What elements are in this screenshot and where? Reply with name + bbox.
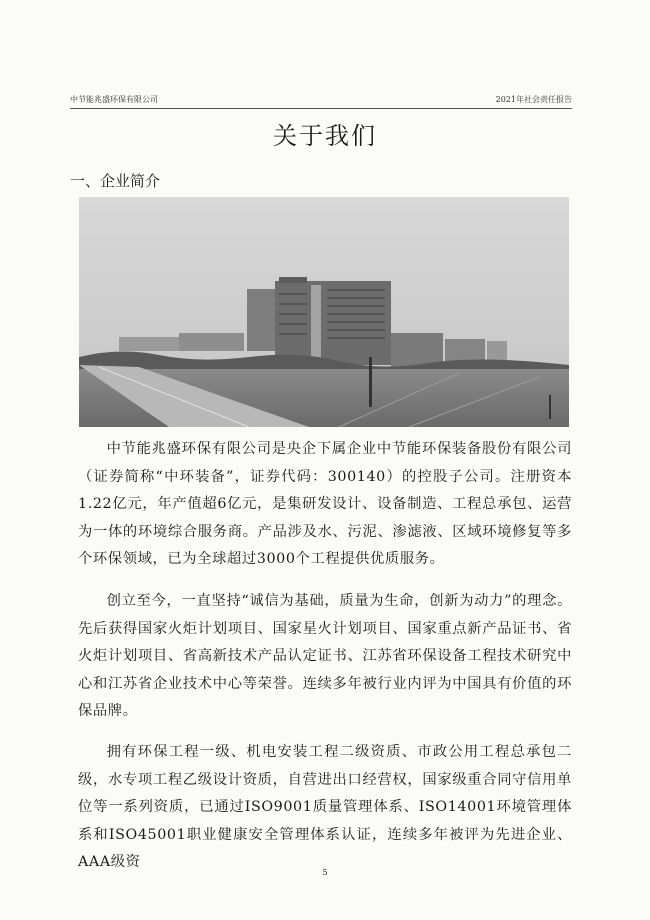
running-header [70, 94, 572, 108]
header-rule [70, 108, 572, 109]
paragraph-2 [78, 588, 572, 726]
paragraph-text: 创立至今，一直坚持“诚信为基础，质量为生命，创新为动力”的理念。先后获得国家火炬计划项目、国家星火计划项目、国家重点新产品证书、省火炬计划项目、省高新技术产品认定证书、江苏省环保设备工程技术研究中心和江苏省企业技术中心等荣誉。连续多年被行业内评为中国具有价值的环保品牌。 [78, 593, 572, 720]
paragraph-3 [78, 739, 572, 877]
company-building-photo [79, 197, 569, 427]
section-heading: 一、企业简介 [70, 172, 161, 190]
paragraph-text: 拥有环保工程一级、机电安装工程二级资质、市政公用工程总承包二级，水专项工程乙级设计资质，自营进出口经营权，国家级重合同守信用单位等一系列资质，已通过ISO9001质量管理体系、ISO14001环境管理体系和ISO45001职业健康安全管理体系认证，连续多年被评为先进企业、AAA级资 [78, 744, 572, 871]
page-number: 5 [322, 868, 328, 877]
paragraph-text: 中节能兆盛环保有限公司是央企下属企业中节能环保装备股份有限公司（证券简称“中环装备”，证券代码：300140）的控股子公司。注册资本1.22亿元，年产值超6亿元，是集研发设计、设备制造、工程总承包、运营为一体的环境综合服务商。产品涉及水、污泥、渗滤液、区域环境修复等多个环保领域，已为全球超过3000个工程提供优质服务。 [78, 441, 572, 568]
page-title: 关于我们 [273, 122, 377, 150]
header-report-title: 2021年社会责任报告 [495, 95, 572, 104]
paragraph-1 [78, 436, 572, 574]
header-company: 中节能兆盛环保有限公司 [70, 95, 158, 104]
